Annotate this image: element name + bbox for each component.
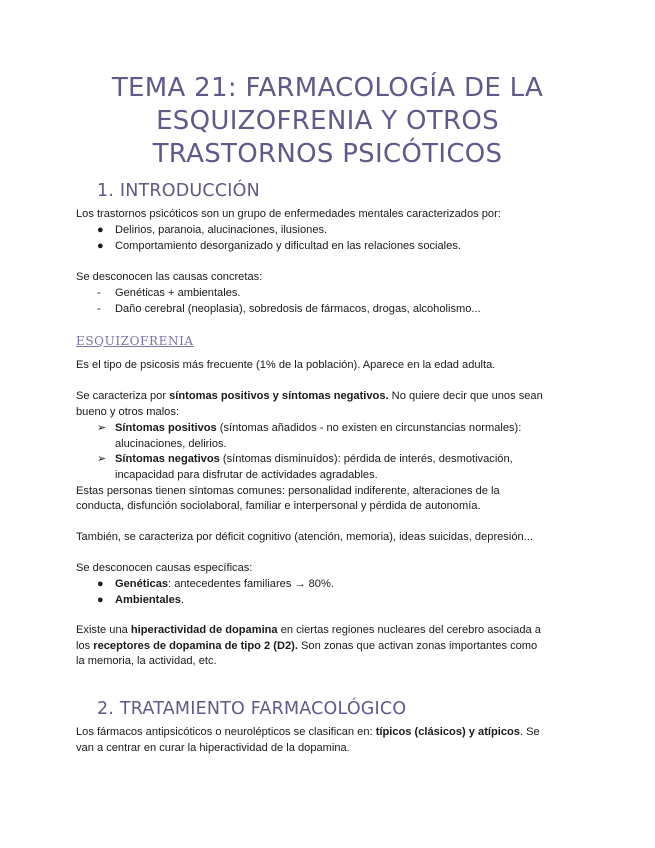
list-item: Comportamiento desorganizado y dificultad en las relaciones sociales. <box>115 240 461 252</box>
paragraph-line: conducta, disfunción sociolaboral, familiar e interpersonal y pérdida de autonomía. <box>76 500 481 512</box>
section-heading-tratamiento: 2. TRATAMIENTO FARMACOLÓGICO <box>97 699 407 719</box>
paragraph: Existe una hiperactividad de dopamina en ciertas regiones nucleares del cerebro asociada a <box>76 624 541 636</box>
paragraph: También, se caracteriza por déficit cognitivo (atención, memoria), ideas suicidas, depresión... <box>76 531 533 543</box>
list-item-continuation: incapacidad para disfrutar de actividades agradables. <box>115 469 378 481</box>
list-item: Síntomas positivos (síntomas añadidos - no existen en circunstancias normales): <box>115 422 522 434</box>
paragraph: Estas personas tienen síntomas comunes: personalidad indiferente, alteraciones de la <box>76 485 500 497</box>
title-line-2: ESQUIZOFRENIA Y OTROS <box>156 106 499 136</box>
paragraph: Es el tipo de psicosis más frecuente (1% de la población). Aparece en la edad adulta. <box>76 359 496 371</box>
section-heading-introduccion: 1. INTRODUCCIÓN <box>97 181 260 201</box>
arrow-marker: ➢ <box>97 422 107 434</box>
paragraph-line: van a centrar en curar la hiperactividad de la dopamina. <box>76 742 350 754</box>
list-item-continuation: alucinaciones, delirios. <box>115 438 227 450</box>
list-item: Genéticas + ambientales. <box>115 287 241 299</box>
paragraph: Se desconocen causas específicas: <box>76 562 253 574</box>
bullet-marker: ● <box>97 578 104 590</box>
title-line-1: TEMA 21: FARMACOLOGÍA DE LA <box>111 73 544 103</box>
list-item: Síntomas negativos (síntomas disminuídos): pérdida de interés, desmotivación, <box>115 453 513 465</box>
paragraph: Se caracteriza por síntomas positivos y síntomas negativos. No quiere decir que unos sean <box>76 390 543 402</box>
paragraph-line: bueno y otros malos: <box>76 406 179 418</box>
paragraph-line: la memoria, la actividad, etc. <box>76 655 217 667</box>
dash-marker: - <box>97 287 101 299</box>
list-item: Ambientales. <box>115 594 185 606</box>
list-item: Delirios, paranoia, alucinaciones, ilusiones. <box>115 224 328 236</box>
title-line-3: TRASTORNOS PSICÓTICOS <box>152 139 503 169</box>
list-item: Genéticas: antecedentes familiares → 80%. <box>115 578 334 590</box>
arrow-marker: ➢ <box>97 453 107 465</box>
bullet-marker: ● <box>97 240 104 252</box>
dash-marker: - <box>97 303 101 315</box>
intro-text: Los trastornos psicóticos son un grupo de enfermedades mentales caracterizados por: <box>76 208 501 220</box>
bullet-marker: ● <box>97 594 104 606</box>
paragraph-line: los receptores de dopamina de tipo 2 (D2). Son zonas que activan zonas importantes como <box>76 640 538 652</box>
list-item: Daño cerebral (neoplasia), sobredosis de fármacos, drogas, alcoholismo... <box>115 303 481 315</box>
causes-intro: Se desconocen las causas concretas: <box>76 271 263 283</box>
bullet-marker: ● <box>97 224 104 236</box>
document-title <box>0 72 655 171</box>
subheading-esquizofrenia: ESQUIZOFRENIA <box>76 334 194 348</box>
paragraph: Los fármacos antipsicóticos o neurolépticos se clasifican en: típicos (clásicos) y atípicos. Se <box>76 726 540 738</box>
